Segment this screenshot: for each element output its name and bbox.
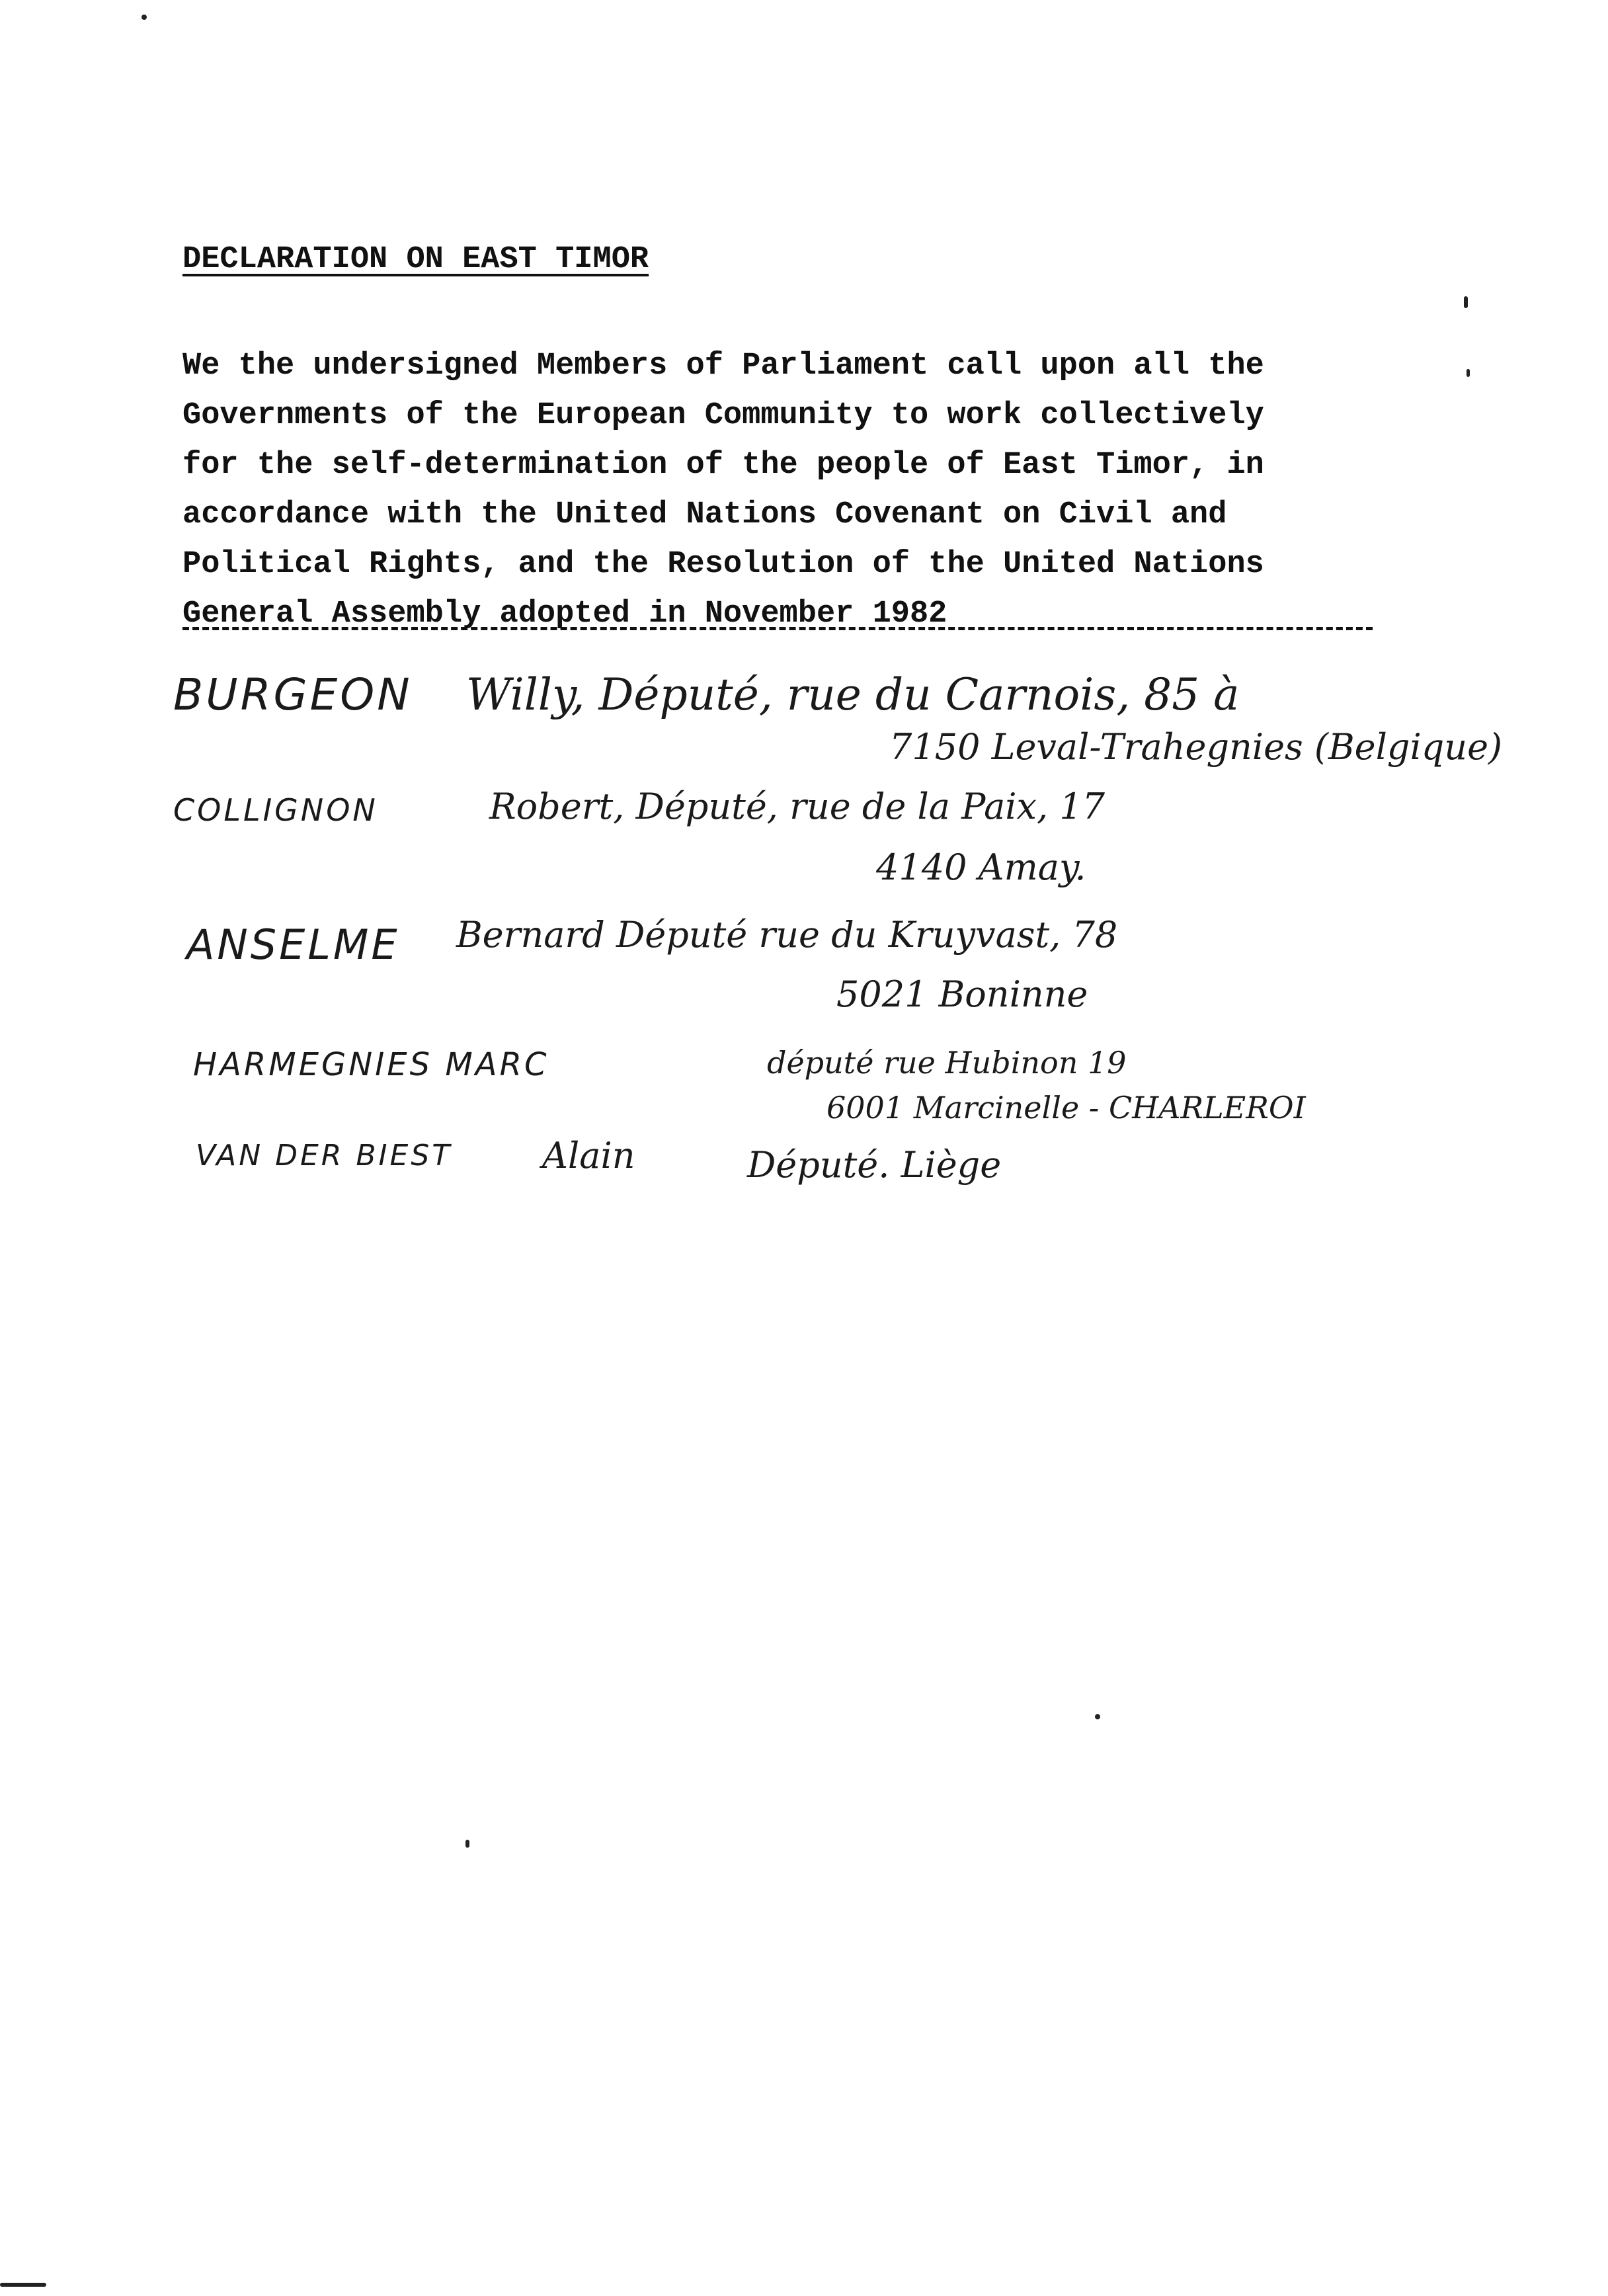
declaration-line: accordance with the United Nations Covenant on Civil and — [182, 497, 1227, 532]
scan-speck — [465, 1840, 469, 1848]
signature-address-harmegnies: 6001 Marcinelle - CHARLEROI — [826, 1090, 1306, 1126]
declaration-line: Governments of the European Community to work collectively — [182, 398, 1264, 433]
declaration-line: Political Rights, and the Resolution of the United Nations — [182, 547, 1264, 582]
signature-address-van-der-biest: Député. Liège — [747, 1144, 1002, 1186]
signature-details-harmegnies: député rue Hubinon 19 — [767, 1045, 1127, 1081]
signature-name-harmegnies: HARMEGNIES MARC — [193, 1046, 549, 1083]
signature-name-van-der-biest: VAN DER BIEST — [196, 1139, 453, 1172]
declaration-line: General Assembly adopted in November 1982 — [182, 596, 947, 632]
signature-name-collignon: COLLIGNON — [173, 792, 378, 828]
declaration-line: We the undersigned Members of Parliament call upon all the — [182, 348, 1264, 384]
signature-details-burgeon: Willy, Député, rue du Carnois, 85 à — [466, 669, 1240, 720]
scan-speck — [1095, 1714, 1100, 1719]
declaration-text — [182, 341, 1373, 639]
signature-name-anselme: ANSELME — [186, 921, 400, 969]
signature-address-burgeon: 7150 Leval-Trahegnies (Belgique) — [889, 726, 1503, 768]
signature-details-anselme: Bernard Député rue du Kruyvast, 78 — [456, 914, 1118, 956]
separator-line — [182, 627, 1373, 642]
signature-details-collignon: Robert, Député, rue de la Paix, 17 — [489, 786, 1106, 827]
scan-speck — [0, 2283, 46, 2287]
signature-address-collignon: 4140 Amay. — [876, 846, 1086, 888]
signature-details-van-der-biest: Alain — [542, 1135, 635, 1176]
scan-speck — [1467, 369, 1470, 377]
declaration-line: for the self-determination of the people of East Timor, in — [182, 448, 1264, 483]
document-title: DECLARATION ON EAST TIMOR — [182, 242, 649, 277]
signature-address-anselme: 5021 Boninne — [836, 973, 1088, 1015]
scan-speck — [1464, 296, 1468, 308]
scan-speck — [141, 15, 147, 20]
signature-name-burgeon: BURGEON — [173, 669, 413, 720]
